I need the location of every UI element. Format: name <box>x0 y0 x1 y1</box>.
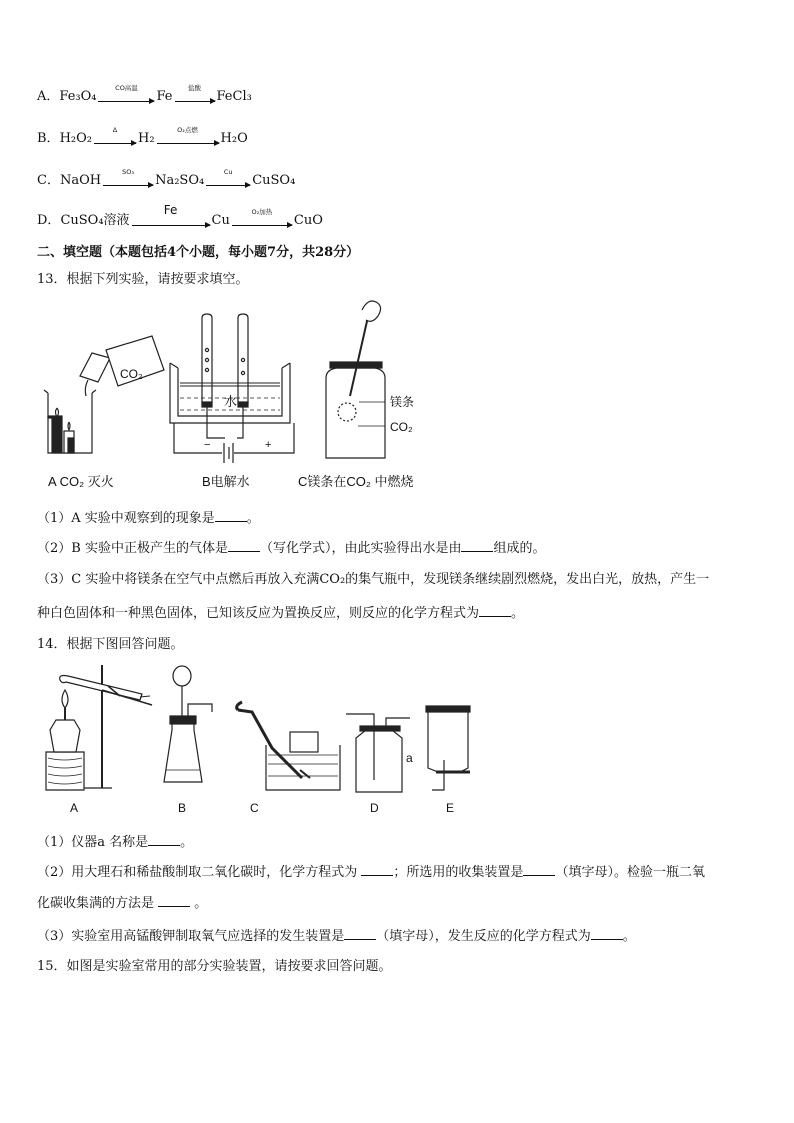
caption-a: A CO₂ 灭火 <box>48 474 114 489</box>
answer-blank[interactable] <box>361 862 393 876</box>
reaction-arrow <box>94 125 136 144</box>
water-label: 水 <box>224 394 238 409</box>
apparatus-b-flask <box>164 666 212 782</box>
answer-blank[interactable] <box>228 538 260 552</box>
q14-s2-line2-post: 。 <box>194 896 208 911</box>
substance: H₂ <box>137 131 155 146</box>
q14-s1-pre: （1）仪器a 名称是 <box>37 835 149 850</box>
mg-burning-illustration <box>326 301 385 458</box>
answer-blank[interactable] <box>344 926 376 940</box>
answer-blank[interactable] <box>461 538 493 552</box>
substance: H₂O <box>220 131 248 146</box>
reaction-arrow <box>132 202 210 226</box>
section-heading: 二、填空题（本题包括4个小题，每小题7分，共28分） <box>37 245 360 260</box>
q14-s1-post: 。 <box>180 835 194 850</box>
answer-blank[interactable] <box>158 893 190 907</box>
reaction-arrow <box>98 83 154 102</box>
mg-strip-label: 镁条 <box>390 395 415 409</box>
answer-blank[interactable] <box>591 926 623 940</box>
apparatus-a-heating <box>46 665 152 790</box>
arrow-condition: 盐酸 <box>188 83 201 92</box>
option-d <box>37 202 323 230</box>
co2-label-c: CO₂ <box>390 420 413 434</box>
q13-s1-post: 。 <box>246 511 260 526</box>
q13-sub2 <box>37 538 546 558</box>
reaction-arrow <box>157 125 219 144</box>
reaction-arrow <box>206 167 250 186</box>
co2-label-a: CO₂ <box>120 367 143 381</box>
electrolysis-illustration <box>170 314 294 463</box>
option-c <box>37 167 296 190</box>
co2-bottle-illustration <box>80 336 164 396</box>
answer-blank[interactable] <box>479 603 511 617</box>
arrow-condition: O₂加热 <box>251 207 273 216</box>
arrow-condition: SO₃ <box>122 167 134 176</box>
beaker-candles-illustration <box>44 390 96 453</box>
q14-figure <box>40 660 480 820</box>
reaction-arrow <box>175 83 215 102</box>
label-b: B <box>178 801 187 815</box>
minus-label: − <box>204 439 211 451</box>
plus-label: + <box>265 439 272 451</box>
apparatus-d-bottle <box>346 714 410 792</box>
substance: Na₂SO₄ <box>155 173 205 188</box>
q14-sub3 <box>37 926 636 946</box>
q14-s3-pre: （3）实验室用高锰酸钾制取氧气应选择的发生装置是 <box>37 929 345 944</box>
label-c: C <box>250 801 259 815</box>
reaction-arrow <box>232 207 292 226</box>
q14-s2-pre: （2）用大理石和稀盐酸制取二氧化碳时，化学方程式为 <box>37 865 358 880</box>
option-letter: C． <box>37 173 60 188</box>
substance: CuSO₄ <box>252 173 296 188</box>
q13-s3-post: 。 <box>511 606 525 621</box>
answer-blank[interactable] <box>215 508 247 522</box>
arrow-condition: Cu <box>223 167 233 176</box>
option-b <box>37 125 248 148</box>
q14-s3-post: 。 <box>622 929 636 944</box>
q13-s2-mid: （写化学式），由此实验得出水是由 <box>259 541 462 556</box>
q13-sub1 <box>37 508 260 528</box>
q15-stem: 15．如图是实验室常用的部分实验装置，请按要求回答问题。 <box>37 959 392 974</box>
q14-sub2-line1 <box>37 862 705 882</box>
q13-sub3-line2 <box>37 603 524 623</box>
caption-c: C镁条在CO₂ 中燃烧 <box>298 474 414 489</box>
substance: CuO <box>293 213 323 228</box>
q14-s3-mid: （填字母），发生反应的化学方程式为 <box>376 929 591 944</box>
q14-sub1 <box>37 832 193 852</box>
arrow-condition: Δ <box>112 125 118 134</box>
label-e: E <box>446 801 455 815</box>
q14-sub2-line2 <box>37 893 207 913</box>
q13-figure <box>40 298 440 498</box>
q14-stem: 14．根据下图回答问题。 <box>37 637 184 652</box>
q14-s2-line2-pre: 化碳收集满的方法是 <box>37 896 155 911</box>
q13-s3-pre: 种白色固体和一种黑色固体，已知该反应为置换反应，则反应的化学方程式为 <box>37 606 480 621</box>
apparatus-c-trough <box>237 702 340 790</box>
q13-sub3-line1: （3）C 实验中将镁条在空气中点燃后再放入充满CO₂的集气瓶中，发现镁条继续剧烈燃烧，发出白光，放热，产生一 <box>37 572 710 587</box>
substance: Fe <box>156 89 173 104</box>
option-letter: D． <box>37 213 61 228</box>
apparatus-e-inverted <box>426 706 470 790</box>
label-d: D <box>370 801 379 815</box>
arrow-condition: Fe <box>163 202 178 217</box>
option-letter: B． <box>37 131 60 146</box>
q14-s2-mid: ；所选用的收集装置是 <box>393 865 524 880</box>
caption-b: B电解水 <box>202 474 250 489</box>
option-a <box>37 83 252 106</box>
q13-s2-pre: （2）B 实验中正极产生的气体是 <box>37 541 228 556</box>
arrow-condition: CO高温 <box>115 83 138 92</box>
substance: Cu <box>211 213 230 228</box>
answer-blank[interactable] <box>148 832 180 846</box>
answer-blank[interactable] <box>523 862 555 876</box>
substance: H₂O₂ <box>59 131 92 146</box>
label-a: A <box>70 801 79 815</box>
substance: Fe₃O₄ <box>59 89 97 104</box>
option-letter: A． <box>37 89 60 104</box>
q13-s2-post: 组成的。 <box>493 541 546 556</box>
q13-stem: 13．根据下列实验，请按要求填空。 <box>37 272 249 287</box>
reaction-arrow <box>103 167 153 186</box>
instrument-a-label: a <box>406 751 413 765</box>
q13-s1-pre: （1）A 实验中观察到的现象是 <box>37 511 215 526</box>
q14-s2-post: （填字母）。检验一瓶二氧 <box>555 865 705 880</box>
substance: CuSO₄溶液 <box>60 213 130 228</box>
substance: NaOH <box>59 173 102 188</box>
substance: FeCl₃ <box>216 89 252 104</box>
arrow-condition: O₂点燃 <box>177 125 198 134</box>
